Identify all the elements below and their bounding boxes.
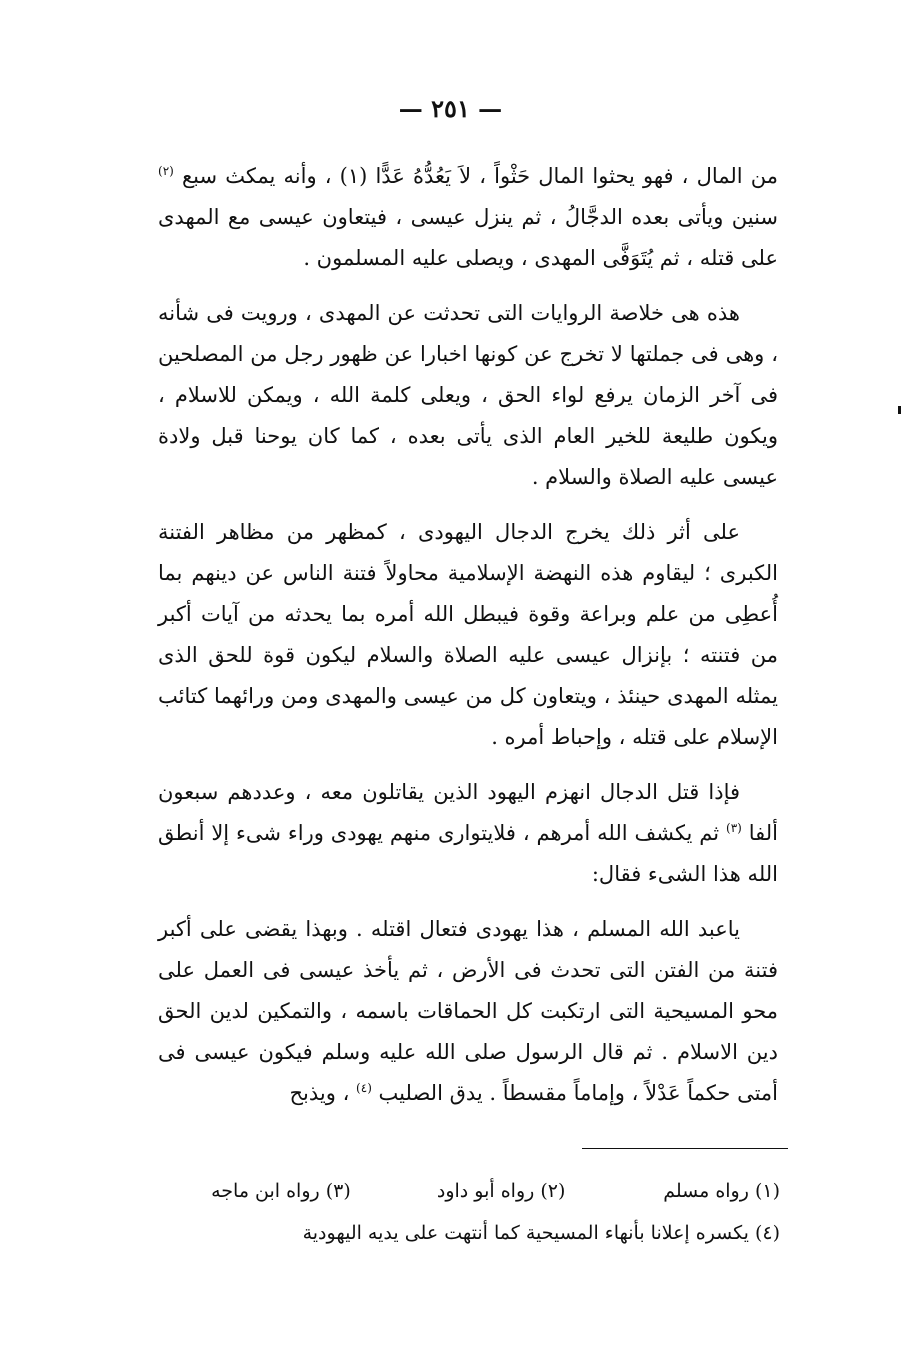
footnote-ref-2: (٢) <box>158 164 174 178</box>
page-number: — ٢٥١ — <box>398 94 503 123</box>
footnote-row-1 <box>160 1170 780 1212</box>
paragraph-3: على أثر ذلك يخرج الدجال اليهودى ، كمظهر من مظاهر الفتنة الكبرى ؛ ليقاوم هذه النهضة الإسلامية محاولاً فتنة الناس عن دينهم بما أُعطِى من علم وبراعة وقوة فيبطل الله أمره بما يحدثه من آيات أكبر من فتنته ؛ بإنزال عيسى عليه الصلاة والسلام ليكون قوة للحق الذى يمثله المهدى حينئذ ، ويتعاون كل من عيسى والمهدى ومن ورائهما كتائب الإسلام على قتله ، وإحباط أمره . <box>158 520 778 749</box>
footnote-row-2 <box>160 1212 780 1254</box>
footnote-4: (٤) يكسره إعلانا بأنهاء المسيحية كما أنتهت على يديه اليهودية <box>302 1222 780 1244</box>
paragraph-4: فإذا قتل الدجال انهزم اليهود الذين يقاتلون معه ، وعددهم سبعون ألفا $^{(٣)}$ ثم يكشف الله أمرهم ، فلايتوارى منهم يهودى وراء شىء إلا أنطق الله هذا الشىء فقال: <box>158 780 778 886</box>
body-text <box>158 156 778 1128</box>
paragraph-5: ياعبد الله المسلم ، هذا يهودى فتعال اقتله . وبهذا يقضى على أكبر فتنة من الفتن التى تحدث فى الأرض ، ثم يأخذ عيسى فى العمل على محو المسيحية التى ارتكبت كل الحماقات باسمه ، والتمكين لدين الحق دين الاسلام . ثم قال الرسول صلى الله عليه وسلم فيكون عيسى فى أمتى حكماً عَدْلاً ، وإماماً مقسطاً . يدق الصليب $^{(٤)}$ ، ويذبح <box>158 917 778 1105</box>
footnote-ref-4: (٤) <box>356 1081 372 1095</box>
paragraph-2: هذه هى خلاصة الروايات التى تحدثت عن المهدى ، ورويت فى شأنه ، وهى فى جملتها لا تخرج عن كونها اخبارا عن ظهور رجل من المصلحين فى آخر الزمان يرفع لواء الحق ، ويعلى كلمة الله ، ويمكن للاسلام ، ويكون طليعة للخير العام الذى يأتى بعده ، كما كان يوحنا قبل ولادة عيسى عليه الصلاة والسلام . <box>158 301 778 489</box>
footnote-ref-3: (٣) <box>726 821 742 835</box>
footnotes <box>160 1170 780 1254</box>
footnote-1: (١) رواه مسلم <box>663 1180 780 1202</box>
footnote-3: (٣) رواه ابن ماجه <box>211 1180 351 1202</box>
footnote-2: (٢) رواه أبو داود <box>436 1180 566 1202</box>
paragraph-1: من المال ، فهو يحثوا المال حَثْواً ، لاَ يَعُدُّهُ عَدًّا (١) ، وأنه يمكث سبع $^{(٢)}$ سنين ويأتى بعده الدجَّالُ ، ثم ينزل عيسى ، فيتعاون عيسى مع المهدى على قتله ، ثم يُتَوَفَّى المهدى ، ويصلى عليه المسلمون . <box>158 164 778 270</box>
footnote-divider <box>582 1148 788 1149</box>
